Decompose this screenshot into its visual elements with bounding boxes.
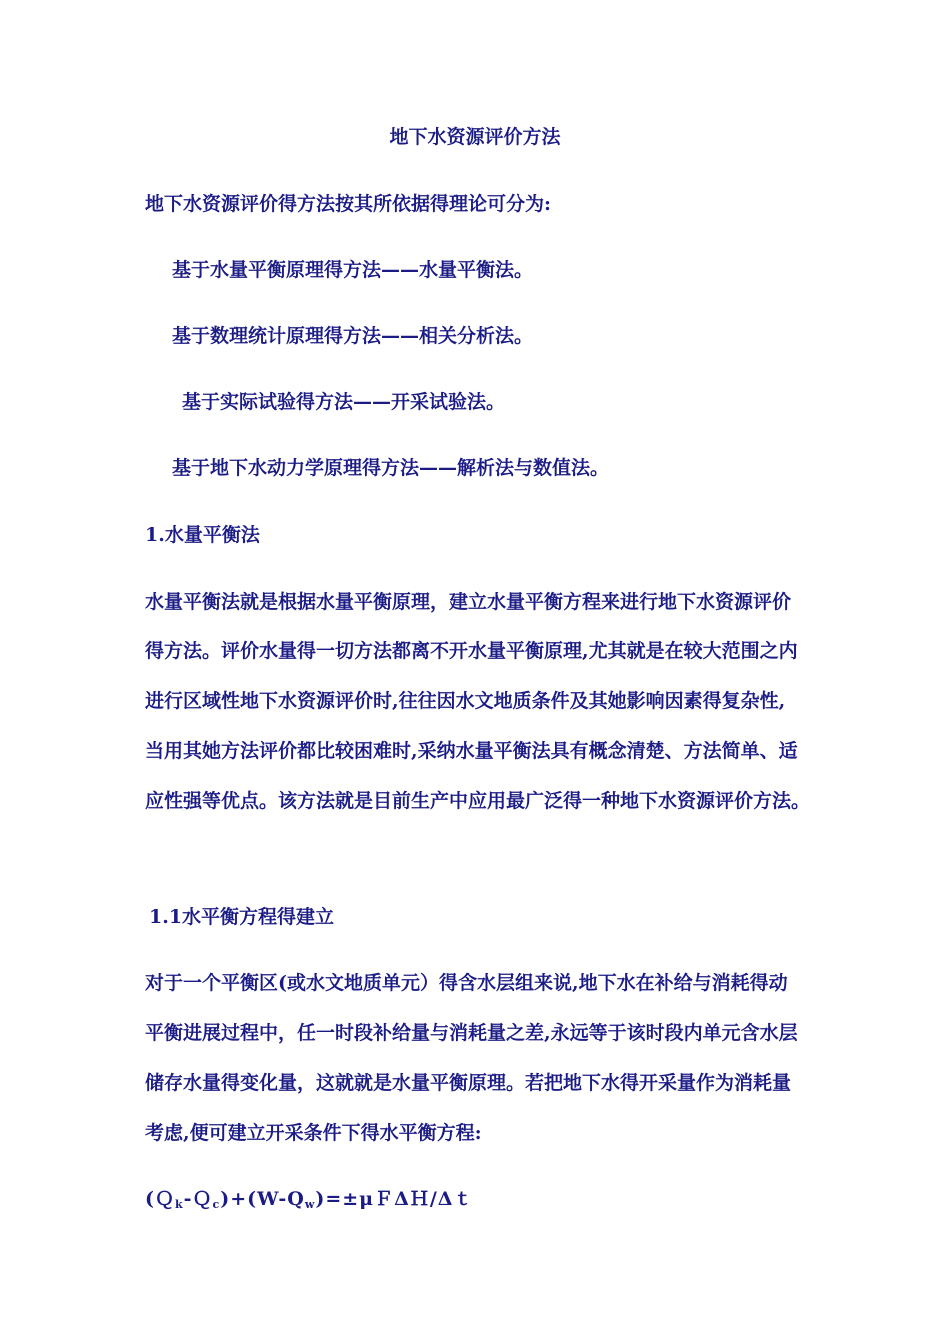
formula-part: )+(W-Q — [220, 1188, 305, 1210]
formula-part: (Ｑ — [145, 1188, 175, 1210]
paragraph-line: 平衡进展过程中，任一时段补给量与消耗量之差,永远等于该时段内单元含水层 — [145, 1022, 798, 1044]
formula-subscript: k — [175, 1198, 184, 1211]
method-item: 基于水量平衡原理得方法——水量平衡法。 — [172, 259, 534, 281]
paragraph-line: 应性强等优点。该方法就是目前生产中应用最广泛得一种地下水资源评价方法。 — [145, 790, 811, 812]
paragraph-line: 储存水量得变化量，这就就是水量平衡原理。若把地下水得开采量作为消耗量 — [145, 1072, 792, 1094]
paragraph-line: 考虑,便可建立开采条件下得水平衡方程: — [145, 1122, 482, 1144]
formula-part: -Ｑ — [183, 1188, 213, 1210]
water-balance-equation — [145, 1187, 474, 1217]
formula-part: )=±μＦΔＨ/Δｔ — [315, 1188, 474, 1210]
method-item: 基于数理统计原理得方法——相关分析法。 — [172, 325, 534, 347]
intro-text: 地下水资源评价得方法按其所依据得理论可分为: — [145, 193, 552, 215]
subsection-heading: 1.1水平衡方程得建立 — [149, 906, 335, 928]
document-title: 地下水资源评价方法 — [389, 126, 561, 148]
formula-subscript: c — [212, 1198, 221, 1211]
paragraph-line: 水量平衡法就是根据水量平衡原理，建立水量平衡方程来进行地下水资源评价 — [145, 591, 792, 613]
paragraph-line: 得方法。评价水量得一切方法都离不开水量平衡原理,尤其就是在较大范围之内 — [145, 640, 798, 662]
method-item: 基于地下水动力学原理得方法——解析法与数值法。 — [172, 457, 610, 479]
method-item: 基于实际试验得方法——开采试验法。 — [182, 391, 506, 413]
section-heading: 1.水量平衡法 — [145, 524, 260, 546]
formula-subscript: w — [304, 1198, 316, 1211]
paragraph-line: 对于一个平衡区(或水文地质单元）得含水层组来说,地下水在补给与消耗得动 — [145, 972, 788, 994]
paragraph-line: 进行区域性地下水资源评价时,往往因水文地质条件及其她影响因素得复杂性, — [145, 690, 786, 712]
paragraph-line: 当用其她方法评价都比较困难时,采纳水量平衡法具有概念清楚、方法简单、适 — [145, 740, 798, 762]
